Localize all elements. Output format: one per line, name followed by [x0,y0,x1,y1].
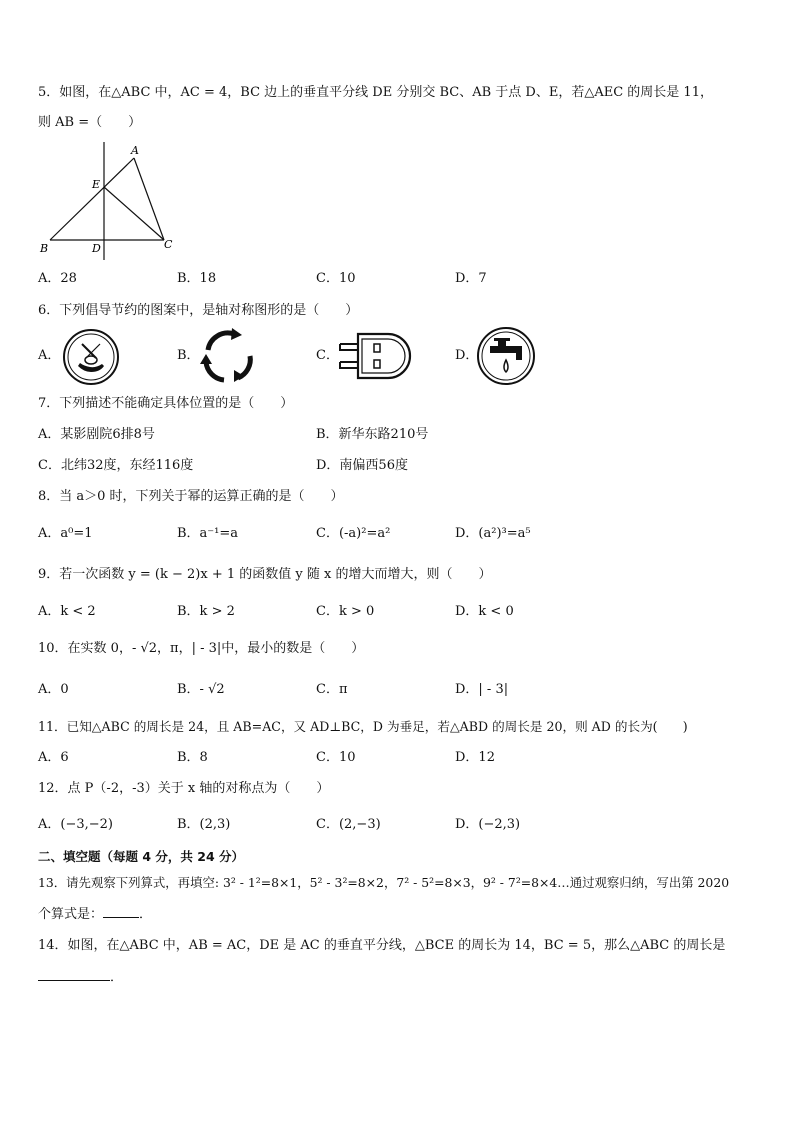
q6-stem: 6．下列倡导节约的图案中，是轴对称图形的是（ ） [38,303,359,318]
q5-triangle-figure [36,140,186,262]
q8-option-b[interactable]: B．a⁻¹=a [177,526,239,541]
q5-option-d[interactable]: D．7 [455,271,487,286]
q5-stem-line2: 则 AB =（ ） [38,115,142,130]
q9-option-a[interactable]: A．k < 2 [38,604,96,619]
q10-stem: 10．在实数 0，- √2，π，| - 3|中，最小的数是（ ） [38,641,365,656]
q5-stem-line1: 5．如图，在△ABC 中，AC = 4，BC 边上的垂直平分线 DE 分别交 BC、AB 于点 D、E，若△AEC 的周长是 11， [38,85,713,100]
label-b: B [40,242,49,255]
q13-answer-blank[interactable] [103,905,139,918]
q8-option-c[interactable]: C．(-a)²=a² [316,526,391,541]
q10-option-a[interactable]: A．0 [38,682,69,697]
q14-stem-line1: 14．如图，在△ABC 中，AB = AC，DE 是 AC 的垂直平分线，△BCE 的周长为 14，BC = 5，那么△ABC 的周长是 [38,938,726,953]
q13-stem-line1: 13．请先观察下列算式，再填空: 3² - 1²=8×1，5² - 3²=8×2，7² - 5²=8×3，9² - 7²=8×4…通过观察归纳，写出第 2020 [38,875,730,890]
q9-option-c[interactable]: C．k > 0 [316,604,375,619]
q6-option-c-label[interactable]: C． [316,348,339,363]
q7-option-a[interactable]: A．某影剧院6排8号 [38,427,155,442]
power-plug-icon[interactable] [338,330,418,382]
q10-option-c[interactable]: C．π [316,682,348,697]
faucet-drop-circle-icon[interactable] [476,326,536,386]
section-2-title: 二、填空题（每题 4 分，共 24 分） [38,849,245,864]
q13-prefix: 个算式是： [38,907,104,922]
q12-option-c[interactable]: C．(2,−3) [316,817,381,832]
q8-option-a[interactable]: A．a⁰=1 [38,526,93,541]
segment-ba [50,158,134,240]
q12-option-d[interactable]: D．(−2,3) [455,817,521,832]
q11-option-c[interactable]: C．10 [316,750,356,765]
q12-option-a[interactable]: A．(−3,−2) [38,817,113,832]
segment-ec [104,187,164,240]
q9-option-d[interactable]: D．k < 0 [455,604,514,619]
q7-stem: 7．下列描述不能确定具体位置的是（ ） [38,396,294,411]
q14-stem-line2 [38,968,123,987]
q6-option-b-label[interactable]: B． [177,348,200,363]
q14-answer-blank[interactable] [38,968,110,981]
q7-option-c[interactable]: C．北纬32度，东经116度 [38,458,194,473]
label-a: A [131,144,139,157]
q11-option-b[interactable]: B．8 [177,750,208,765]
q5-option-b[interactable]: B．18 [177,271,217,286]
q14-suffix: ． [110,970,124,985]
saving-hand-circle-icon[interactable] [62,328,120,386]
q6-option-a-label[interactable]: A． [38,348,61,363]
q8-stem: 8．当 a＞0 时，下列关于幂的运算正确的是（ ） [38,489,344,504]
q6-option-d-label[interactable]: D． [455,348,479,363]
q10-option-d[interactable]: D．| - 3| [455,682,509,697]
label-d: D [92,242,101,255]
q11-option-a[interactable]: A．6 [38,750,69,765]
q9-stem: 9．若一次函数 y = (k − 2)x + 1 的函数值 y 随 x 的增大而增大，则（ ） [38,567,492,582]
label-c: C [164,238,173,251]
q12-stem: 12．点 P（-2，-3）关于 x 轴的对称点为（ ） [38,781,330,796]
q11-option-d[interactable]: D．12 [455,750,495,765]
q7-option-d[interactable]: D．南偏西56度 [316,458,408,473]
q8-option-d[interactable]: D．(a²)³=a⁵ [455,526,531,541]
recycle-arrows-icon[interactable] [196,326,260,386]
q11-stem: 11．已知△ABC 的周长是 24，且 AB=AC，又 AD⊥BC，D 为垂足，若△ABD 的周长是 20，则 AD 的长为( ) [38,719,688,734]
segment-ac [134,158,164,240]
q7-option-b[interactable]: B．新华东路210号 [316,427,429,442]
q9-option-b[interactable]: B．k > 2 [177,604,235,619]
q5-option-a[interactable]: A．28 [38,271,77,286]
q12-option-b[interactable]: B．(2,3) [177,817,231,832]
q13-stem-line2 [38,905,152,924]
label-e: E [92,178,101,191]
q13-suffix: ． [139,907,153,922]
q5-option-c[interactable]: C．10 [316,271,356,286]
q10-option-b[interactable]: B．- √2 [177,682,225,697]
